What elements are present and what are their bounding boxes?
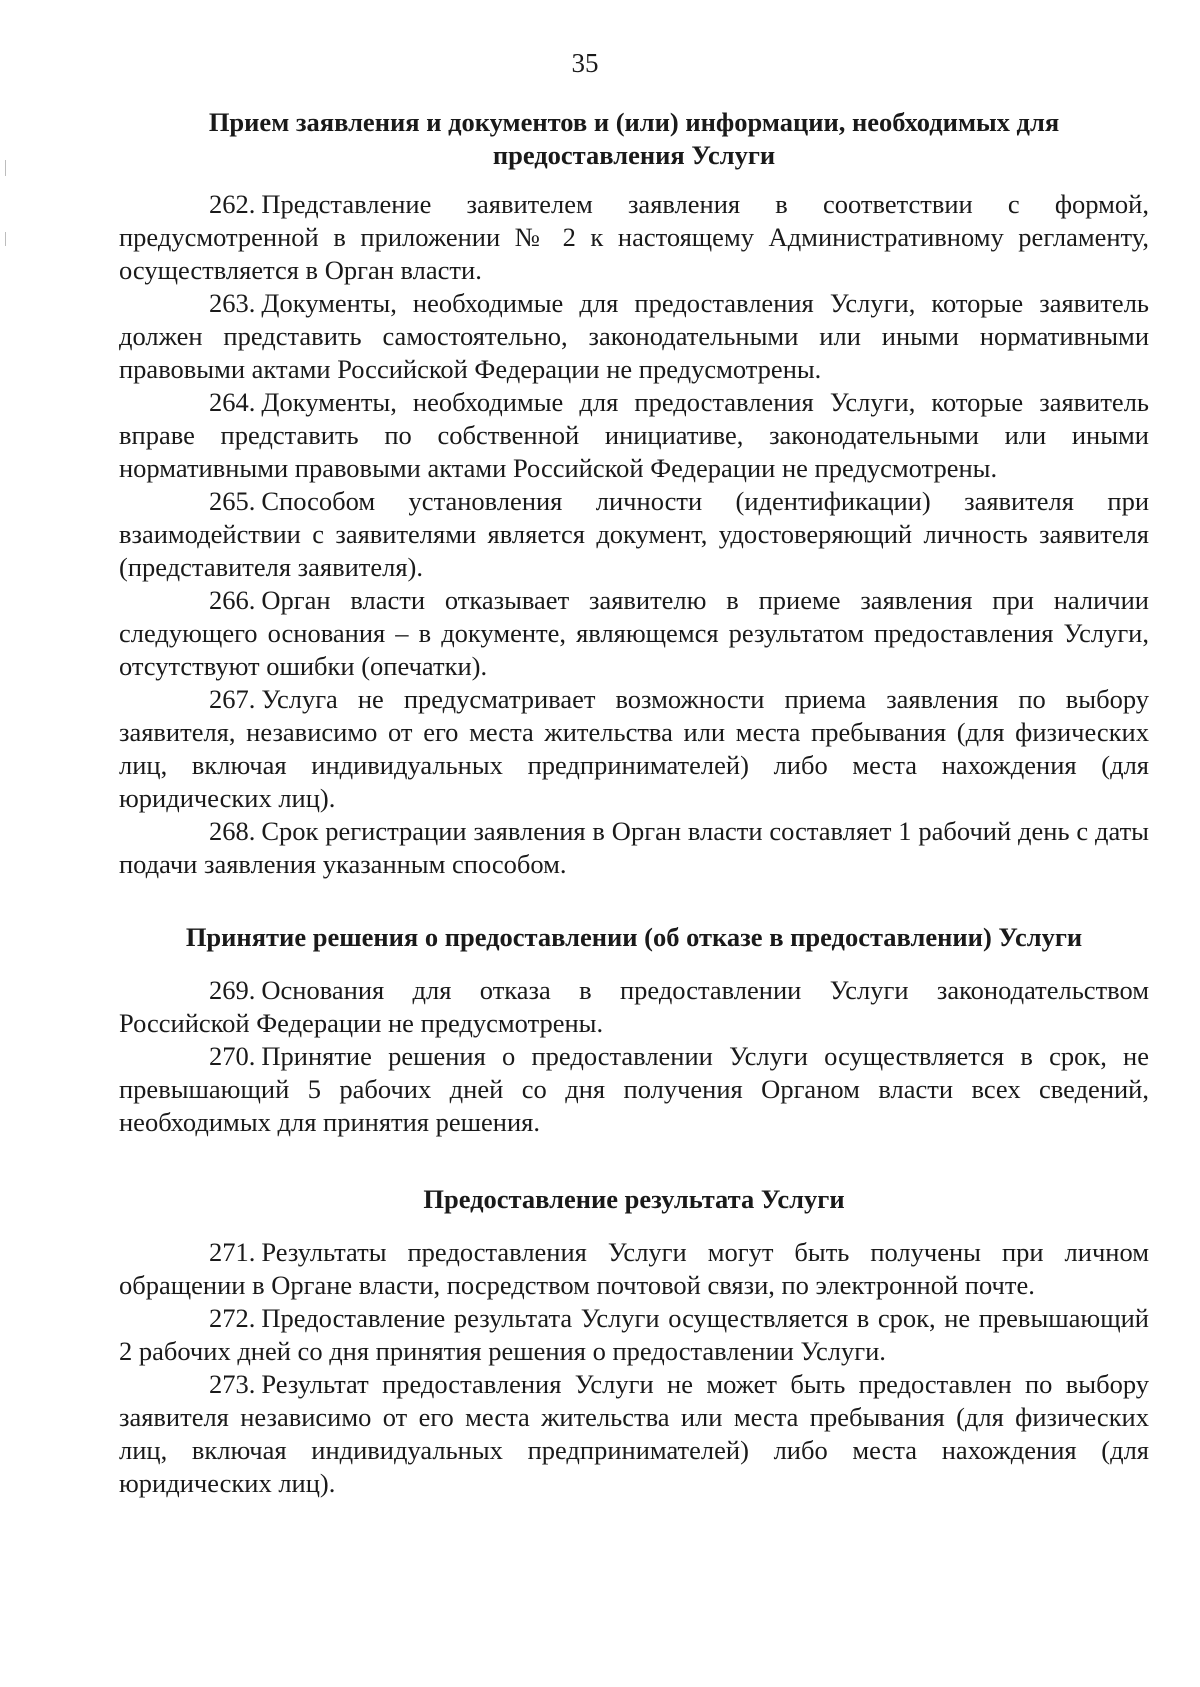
document-body — [119, 106, 1149, 1500]
scan-artifact — [5, 160, 6, 176]
paragraph-267 — [119, 683, 1149, 815]
paragraph-272 — [119, 1302, 1149, 1368]
paragraph-text: Услуга не предусматривает возможности приема заявления по выбору заявителя, независимо от его места жительства или места пребывания (для физических лиц, включая индивидуальных предпринимателей) либо места нахождения (для юридических лиц). — [119, 684, 1149, 813]
scan-artifact — [5, 232, 6, 246]
paragraph-text: Основания для отказа в предоставлении Услуги законодательством Российской Федерации не предусмотрены. — [119, 975, 1149, 1038]
section-heading: Принятие решения о предоставлении (об отказе в предоставлении) Услуги — [185, 922, 1083, 952]
paragraph-number: 265. — [209, 486, 256, 516]
paragraph-number: 272. — [209, 1303, 256, 1333]
paragraph-262 — [119, 188, 1149, 287]
paragraph-263 — [119, 287, 1149, 386]
paragraph-text: Документы, необходимые для предоставления Услуги, которые заявитель вправе представить по собственной инициативе, законодательными или иными нормативными правовыми актами Российской Федерации не предусмотрены. — [119, 387, 1149, 483]
paragraph-number: 273. — [209, 1369, 256, 1399]
paragraph-271 — [119, 1236, 1149, 1302]
paragraph-text: Результаты предоставления Услуги могут быть получены при личном обращении в Органе власти, посредством почтовой связи, по электронной почте. — [119, 1237, 1149, 1300]
paragraph-264 — [119, 386, 1149, 485]
paragraph-number: 268. — [209, 816, 256, 846]
paragraph-text: Результат предоставления Услуги не может быть предоставлен по выбору заявителя независимо от его места жительства или места пребывания (для физических лиц, включая индивидуальных предпринимателей) либо места нахождения (для юридических лиц). — [119, 1369, 1149, 1498]
paragraph-text: Предоставление результата Услуги осуществляется в срок, не превышающий 2 рабочих дней со дня принятия решения о предоставлении Услуги. — [119, 1303, 1149, 1366]
paragraph-text: Способом установления личности (идентификации) заявителя при взаимодействии с заявителями является документ, удостоверяющий личность заявителя (представителя заявителя). — [119, 486, 1149, 582]
paragraph-268 — [119, 815, 1149, 881]
paragraph-number: 270. — [209, 1041, 256, 1071]
paragraph-number: 264. — [209, 387, 256, 417]
section-heading: Предоставление результата Услуги — [423, 1184, 845, 1214]
paragraph-269 — [119, 974, 1149, 1040]
section-heading: Прием заявления и документов и (или) информации, необходимых для предоставления Услуги — [208, 107, 1060, 170]
paragraph-266 — [119, 584, 1149, 683]
paragraph-number: 271. — [209, 1237, 256, 1267]
paragraph-text: Принятие решения о предоставлении Услуги осуществляется в срок, не превышающий 5 рабочих дней со дня получения Органом власти всех сведений, необходимых для принятия решения. — [119, 1041, 1149, 1137]
page-number: 35 — [571, 48, 599, 78]
paragraph-number: 262. — [209, 189, 256, 219]
paragraph-number: 263. — [209, 288, 256, 318]
paragraph-number: 266. — [209, 585, 256, 615]
paragraph-273 — [119, 1368, 1149, 1500]
paragraph-270 — [119, 1040, 1149, 1139]
paragraph-text: Орган власти отказывает заявителю в приеме заявления при наличии следующего основания – в документе, являющемся результатом предоставления Услуги, отсутствуют ошибки (опечатки). — [119, 585, 1149, 681]
paragraph-265 — [119, 485, 1149, 584]
paragraph-text: Срок регистрации заявления в Орган власти составляет 1 рабочий день с даты подачи заявления указанным способом. — [119, 816, 1149, 879]
paragraph-number: 267. — [209, 684, 256, 714]
paragraph-text: Представление заявителем заявления в соответствии с формой, предусмотренной в приложении № 2 к настоящему Административному регламенту, осуществляется в Орган власти. — [119, 189, 1149, 285]
paragraph-number: 269. — [209, 975, 256, 1005]
paragraph-text: Документы, необходимые для предоставления Услуги, которые заявитель должен представить самостоятельно, законодательными или иными нормативными правовыми актами Российской Федерации не предусмотрены. — [119, 288, 1149, 384]
